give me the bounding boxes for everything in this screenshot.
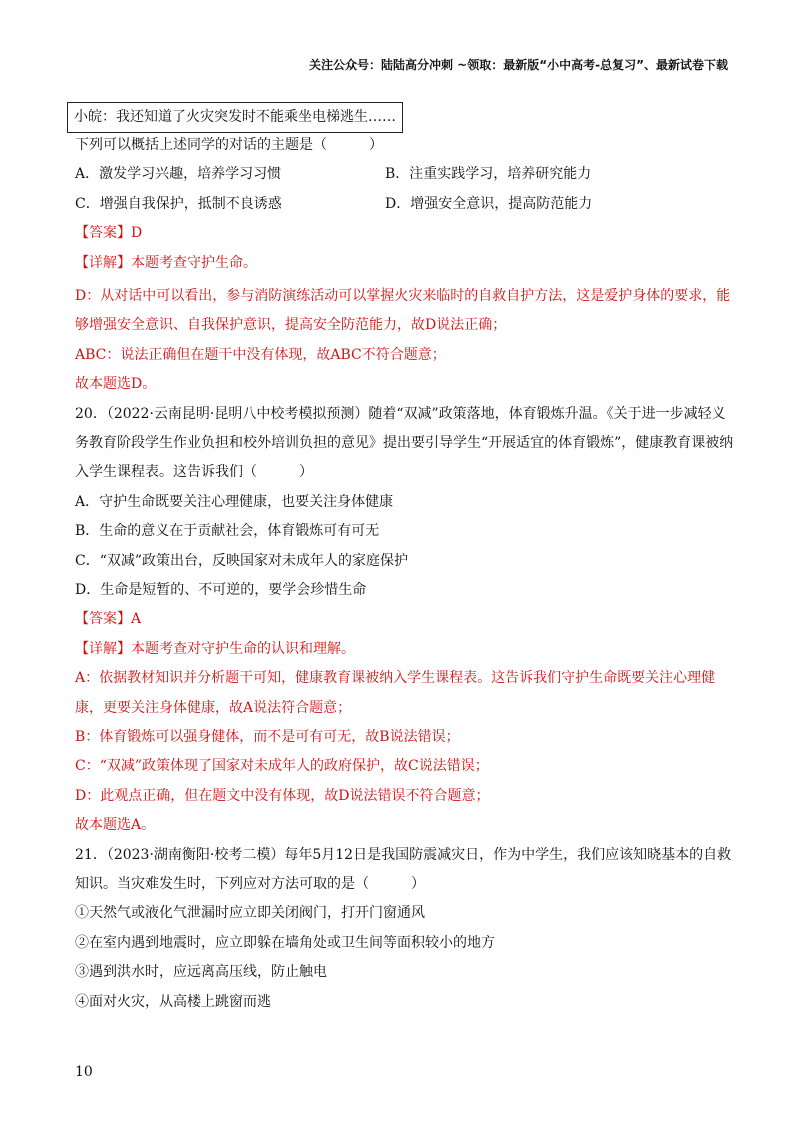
q19-option-c: C．增强自我保护，抵制不良诱惑 (75, 195, 282, 212)
q20-explanation-b: B：体育锻炼可以强身健体，而不是可有可无，故B说法错误； (75, 729, 460, 746)
q20-explanation-c: C：“双减”政策体现了国家对未成年人的政府保护，故C说法错误； (75, 758, 489, 775)
dialogue-quote-box: 小皖：我还知道了火灾突发时不能乘坐电梯逃生…… (67, 102, 403, 133)
q19-explanation-abc: ABC：说法正确但在题干中没有体现，故ABC不符合题意； (75, 346, 446, 363)
q19-option-a: A．激发学习兴趣，培养学习习惯 (75, 166, 282, 183)
q21-stem: 21．（2023·湖南衡阳·校考二模）每年5月12日是我国防震减灾日，作为中学生，我们应该知晓基本的自救知识。当灾难发生时，下列应对方法可取的是（ ） (75, 846, 732, 893)
page-number: 10 (75, 1064, 93, 1080)
q20-option-b: B．生命的意义在于贡献社会，体育锻炼可有可无 (75, 523, 380, 540)
q20-conclusion: 故本题选A。 (75, 817, 156, 834)
q19-option-b: B．注重实践学习，培养研究能力 (385, 166, 592, 183)
q19-option-d: D．增强安全意识，提高防范能力 (385, 195, 593, 212)
page-header: 关注公众号：陆陆高分冲刺 ~领取：最新版“小中高考-总复习”、最新试卷下载 (309, 58, 728, 72)
q19-answer: 【答案】D (75, 225, 143, 242)
q20-stem: 20．（2022·云南昆明·昆明八中校考模拟预测）随着“双减”政策落地，体育锻炼升温。《关于进一步减轻义务教育阶段学生作业负担和校外培训负担的意见》提出要引导学生“开展适宜的体育锻炼”，健康教育课被纳入学生课程表。这告诉我们（ ） (75, 405, 734, 481)
q21-item-2: ②在室内遇到地震时，应立即躲在墙角处或卫生间等面积较小的地方 (75, 934, 495, 951)
q19-stem: 下列可以概括上述同学的对话的主题是（ ） (75, 137, 383, 153)
q19-options-row-2 (75, 194, 735, 214)
q20-explanation-a: A：依据教材知识并分析题干可知，健康教育课被纳入学生课程表。这告诉我们守护生命既要关注心理健康，更要关注身体健康，故A说法符合题意； (75, 670, 716, 716)
q19-conclusion: 故本题选D。 (75, 376, 157, 393)
q21-item-3: ③遇到洪水时，应远离高压线，防止触电 (75, 964, 327, 981)
page-content (75, 102, 735, 1017)
q19-explanation-d: D：从对话中可以看出，参与消防演练活动可以掌握火灾来临时的自救自护方法，这是爱护身体的要求，能够增强安全意识、自我保护意识，提高安全防范能力，故D说法正确； (75, 287, 731, 334)
q19-options-row-1 (75, 164, 735, 184)
q19-detail: 【详解】本题考查守护生命。 (75, 254, 257, 271)
q21-item-1: ①天然气或液化气泄漏时应立即关闭阀门，打开门窗通风 (75, 905, 425, 922)
q20-answer: 【答案】A (75, 611, 142, 628)
q20-option-d: D．生命是短暂的、不可逆的，要学会珍惜生命 (75, 582, 367, 599)
q20-detail: 【详解】本题考查对守护生命的认识和理解。 (75, 640, 355, 657)
q21-item-4: ④面对火灾，从高楼上跳窗而逃 (75, 993, 271, 1010)
q20-option-c: C．“双减”政策出台，反映国家对未成年人的家庭保护 (75, 552, 409, 569)
q20-explanation-d: D：此观点正确，但在题文中没有体现，故D说法错误不符合题意； (75, 787, 490, 804)
q20-option-a: A．守护生命既要关注心理健康，也要关注身体健康 (75, 493, 394, 510)
